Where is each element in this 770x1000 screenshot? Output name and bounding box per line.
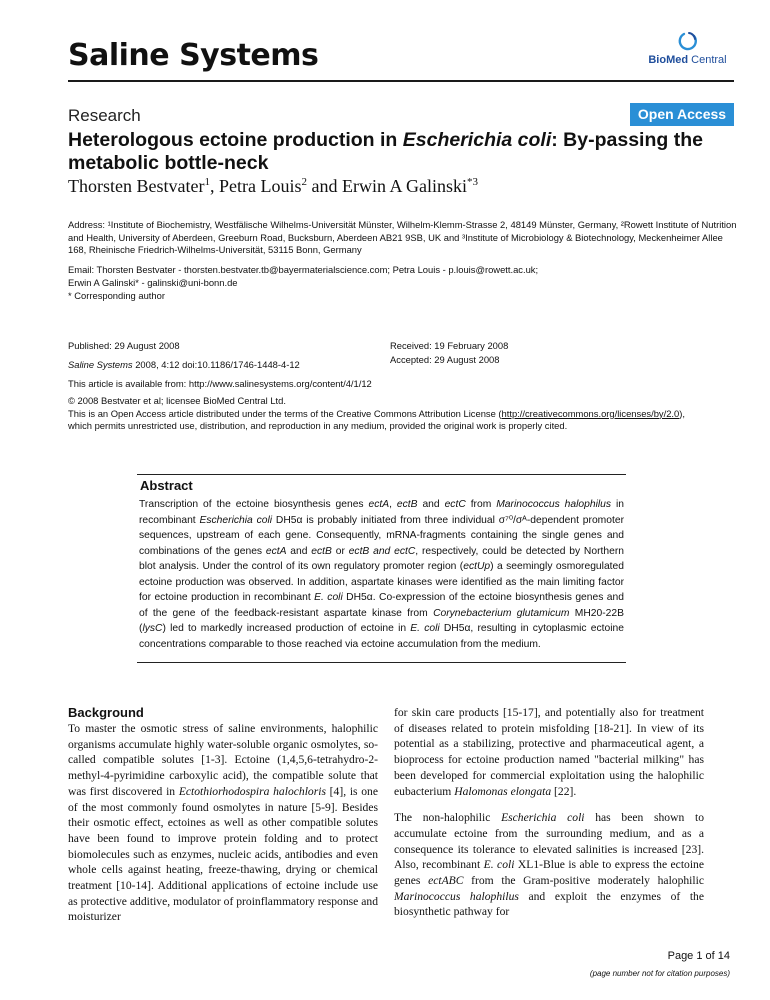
species-name: E. coli bbox=[314, 592, 343, 603]
abstract-span: Transcription of the ectoine biosynthesis genes bbox=[139, 499, 369, 510]
citation-detail: 2008, 4:12 doi:10.1186/1746-1448-4-12 bbox=[132, 358, 300, 370]
abstract-text bbox=[137, 497, 626, 652]
gene-name: ectA bbox=[368, 499, 390, 510]
accepted-date: Accepted: 29 August 2008 bbox=[390, 353, 500, 365]
license-link[interactable]: http://creativecommons.org/licenses/by/2.0 bbox=[501, 407, 680, 419]
article-title bbox=[68, 129, 738, 175]
gene-name: ectB bbox=[311, 545, 332, 557]
abstract-span: or bbox=[331, 545, 349, 557]
body-span: XL1-Blue is able to express the ectoine genes bbox=[394, 858, 705, 888]
abstract-span: from bbox=[465, 499, 497, 510]
biomed-central-logo-icon bbox=[677, 30, 699, 52]
affiliation-address: Address: ¹Institute of Biochemistry, Westfälische Wilhelms-Universität Münster, Wilhelm-Klemm-Strasse 2, 48149 Münster, Germany, ²Rowett Institute of Nutrition and Health, University of Aberdeen, Greeburn Road, Bucksburn, Aberdeen AB21 9SB, UK and ³Institute of Microbiology & Biotechnology, Meckenheimer Allee 168, Rheinische Friedrich-Wilhelms-Universität, 53115 Bonn, Germany bbox=[68, 219, 737, 256]
gene-name: ectB bbox=[396, 499, 418, 510]
species-name: Halomonas elongata bbox=[454, 784, 552, 798]
author-3: and Erwin A Galinski bbox=[306, 176, 467, 196]
author-1: Thorsten Bestvater bbox=[68, 176, 205, 196]
body-span: has been shown to accumulate ectoine from the surrounding medium, and as a consequence its tolerance to elevated salinities is increased [23]. Also, recombinant bbox=[394, 811, 704, 872]
gene-name: lysC bbox=[142, 623, 163, 634]
copyright: © 2008 Bestvater et al; licensee BioMed Central Ltd. bbox=[68, 395, 286, 406]
citation bbox=[68, 359, 368, 372]
publication-info bbox=[68, 340, 368, 377]
author-2: , Petra Louis bbox=[209, 176, 302, 196]
gene-name: ectUp bbox=[463, 561, 491, 572]
abstract-span: DH5α, resulting in cytoplasmic ectoine concentrations comparable to those reached via ectoine accumulation from the medium. bbox=[139, 623, 624, 650]
abstract-heading: Abstract bbox=[140, 478, 193, 493]
author-3-affiliation: *3 bbox=[466, 176, 478, 188]
email-line-1: Email: Thorsten Bestvater - thorsten.bestvater.tb@bayermaterialscience.com; Petra Louis - p.louis@rowett.ac.uk; bbox=[68, 264, 539, 275]
gene-name: ectB and ectC bbox=[348, 545, 416, 557]
species-name: E. coli bbox=[410, 623, 440, 634]
title-part-2: : By-passing the metabolic bottle-neck bbox=[68, 129, 703, 174]
availability-link[interactable]: This article is available from: http://www.salinesystems.org/content/4/1/12 bbox=[68, 378, 372, 389]
received-date: Received: 19 February 2008 bbox=[390, 340, 509, 351]
author-list bbox=[68, 176, 478, 197]
paragraph bbox=[68, 721, 378, 925]
gene-name: ectA bbox=[265, 545, 287, 557]
species-name: Corynebacterium glutamicum bbox=[433, 607, 570, 619]
page-number-note: (page number not for citation purposes) bbox=[589, 969, 730, 978]
abstract-span: DH5α. Co-expression of the ectoine biosynthesis genes and of the gene of the feedback-resistant aspartate kinase from bbox=[139, 592, 624, 619]
license-text-end: ), bbox=[679, 407, 685, 419]
journal-title: Saline Systems bbox=[68, 38, 319, 73]
license-text: This is an Open Access article distributed under the terms of the Creative Commons Attribution License ( bbox=[68, 407, 502, 419]
abstract-section bbox=[137, 474, 626, 663]
body-span: for skin care products [15-17], and potentially also for treatment of diseases related to protein misfolding [18-21]. In view of its potential as a stabilizing, protective and pharmaceutical agent, a bioprocess for ectoine production named "bacterial milking" has been developed for commercial exploitation using the halophilic eubacterium bbox=[394, 706, 704, 798]
abstract-span: ) a seemingly osmoregulated ectoine production was observed. In addition, aspartate kinases were identified as the main limiting factor for ectoine production in recombinant bbox=[139, 561, 624, 603]
species-name: Escherichia coli bbox=[199, 514, 273, 526]
email-line-2: Erwin A Galinski* - galinski@uni-bonn.de bbox=[68, 276, 238, 288]
species-name: E. coli bbox=[483, 858, 515, 872]
body-column-left bbox=[68, 705, 378, 925]
body-span: [4], is one of the most commonly found osmolytes in nature [5-9]. Besides their osmotic effect, ectoines as well as other compatible solutes have been found to improve protein folding and to protect biomolecules such as enzymes, nucleic acids, antibodies and even whole cells against heating, freeze-thawing, drying or chemical treatment [10-14]. Additional applications of ectoine include use as protective additive, modulator of proinflammatory response and moisturizer bbox=[68, 784, 379, 924]
license-line-1 bbox=[68, 408, 738, 421]
publisher-logo[interactable] bbox=[640, 30, 735, 66]
publisher-name-rest: Central bbox=[688, 54, 727, 66]
abstract-span: in recombinant bbox=[139, 499, 624, 526]
corresponding-author-note: * Corresponding author bbox=[68, 290, 165, 301]
paragraph bbox=[394, 810, 704, 920]
gene-name: ectABC bbox=[428, 874, 464, 888]
received-info bbox=[390, 340, 690, 372]
author-2-affiliation: 2 bbox=[301, 176, 307, 188]
body-span: The non-halophilic bbox=[394, 811, 502, 825]
abstract-span: and bbox=[286, 545, 312, 557]
page-number: Page 1 of 14 bbox=[667, 950, 730, 962]
body-span: To master the osmotic stress of saline environments, halophilic organisms accumulate highly water-soluble organic osmolytes, so-called compatible solutes [1-3]. Ectoine (1,4,5,6-tetrahydro-2-methyl-4-pyrimidine carboxylic acid), the compatible solute that was first discovered in bbox=[68, 722, 378, 798]
abstract-span: MH20-22B ( bbox=[139, 607, 624, 634]
abstract-bottom-rule bbox=[137, 662, 626, 663]
abstract-top-rule bbox=[137, 474, 626, 475]
gene-name: ectC bbox=[444, 499, 466, 510]
species-name: Marinococcus halophilus bbox=[394, 889, 519, 903]
title-species: Escherichia coli bbox=[402, 129, 552, 151]
citation-journal: Saline Systems bbox=[68, 358, 133, 370]
paragraph bbox=[394, 705, 704, 799]
publisher-name bbox=[640, 54, 735, 66]
abstract-span: , respectively, could be detected by Northern blot analysis. Under the control of its own regulatory promoter region ( bbox=[139, 545, 624, 572]
publisher-name-bold: BioMed bbox=[648, 54, 689, 66]
body-span: from the Gram-positive moderately halophilic bbox=[463, 874, 704, 888]
license-block bbox=[68, 395, 738, 433]
species-name: Escherichia coli bbox=[501, 811, 585, 825]
abstract-span: DH5α is probably initiated from three individual σ⁷⁰/σᴬ-dependent promoter sequences, upstream of each gene. Consequently, mRNA-fragments containing the single genes and combinations of the genes bbox=[139, 514, 624, 557]
abstract-span: ) led to markedly increased production of ectoine in bbox=[162, 623, 411, 634]
abstract-span: and bbox=[417, 499, 445, 510]
license-line-2: which permits unrestricted use, distribution, and reproduction in any medium, provided the original work is properly cited. bbox=[68, 420, 568, 432]
species-name: Marinococcus halophilus bbox=[496, 499, 612, 510]
body-span: and exploit the enzymes of the biosynthetic pathway for bbox=[394, 889, 704, 919]
article-type: Research bbox=[68, 106, 141, 125]
title-part-1: Heterologous ectoine production in bbox=[68, 129, 403, 151]
published-date: Published: 29 August 2008 bbox=[68, 340, 180, 351]
abstract-span: , bbox=[389, 499, 397, 510]
author-1-affiliation: 1 bbox=[204, 176, 210, 188]
body-column-right bbox=[394, 705, 704, 920]
open-access-badge[interactable]: Open Access bbox=[630, 103, 734, 126]
body-span: [22]. bbox=[551, 784, 577, 798]
header-divider bbox=[68, 80, 734, 82]
author-emails bbox=[68, 264, 738, 289]
species-name: Ectothiorhodospira halochloris bbox=[178, 784, 326, 798]
section-heading: Background bbox=[68, 705, 144, 720]
